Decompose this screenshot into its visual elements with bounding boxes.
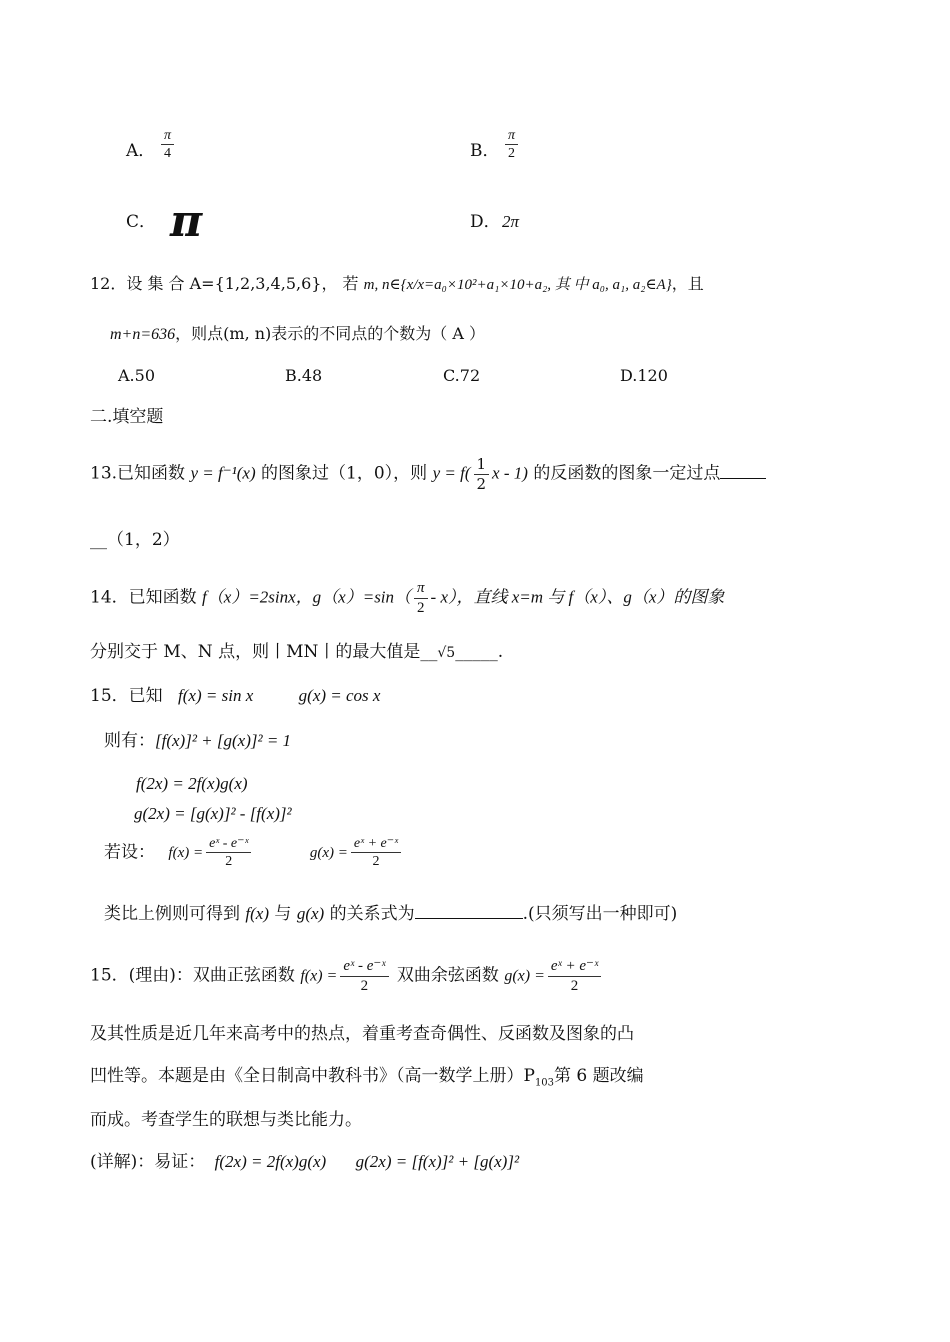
q15-g: g(x) = cos x bbox=[298, 686, 381, 705]
q15-gx-lhs: g(x) = bbox=[309, 845, 348, 862]
reason-g-lhs: g(x) = bbox=[504, 967, 545, 985]
frac-num: eˣ + e⁻ˣ bbox=[351, 836, 401, 853]
answer-blank bbox=[415, 904, 523, 919]
q15-suppose-line bbox=[104, 836, 404, 870]
q13-prefix: 13.已知函数 bbox=[90, 463, 186, 484]
frac-num: eˣ + e⁻ˣ bbox=[548, 958, 601, 977]
q13-line1 bbox=[90, 456, 766, 492]
q12-option-b: B.48 bbox=[285, 366, 323, 385]
q12-line2 bbox=[110, 324, 485, 344]
q15-analog-b: 的关系式为 bbox=[329, 904, 415, 924]
reason-line4: 而成。考查学生的联想与类比能力。 bbox=[90, 1110, 362, 1130]
q15-analog-line bbox=[104, 904, 677, 924]
option-a-fraction bbox=[158, 128, 177, 162]
q15-then: 则有： bbox=[104, 731, 155, 751]
q15-analog-g: g(x) bbox=[296, 904, 325, 923]
q12-line2-text: ，则点(m, n)表示的不同点的个数为（ A ） bbox=[175, 324, 486, 343]
q13-frac bbox=[474, 456, 490, 492]
q15-fx-frac bbox=[206, 836, 251, 870]
option-b-fraction bbox=[502, 128, 521, 162]
detail-eq2: g(2x) = [f(x)]² + [g(x)]² bbox=[355, 1152, 520, 1171]
reason-f-lhs: f(x) = bbox=[300, 967, 338, 985]
q12-line1 bbox=[90, 274, 704, 294]
q13-tail: 的反函数的图象一定过点 bbox=[533, 463, 721, 484]
q12-line2-math: m+n=636 bbox=[110, 326, 176, 343]
answer-blank bbox=[720, 464, 766, 479]
q13-f1: y = f⁻¹(x) bbox=[190, 463, 256, 483]
q14-line1 bbox=[90, 580, 724, 616]
q14-frac bbox=[414, 580, 428, 616]
q15-eq1: [f(x)]² + [g(x)]² = 1 bbox=[155, 731, 292, 750]
frac-num: eˣ - e⁻ˣ bbox=[206, 836, 251, 853]
q14-line1-b: f（x）=2sinx，g（x）=sin（ bbox=[202, 587, 412, 607]
q12-line1-tail: ，且 bbox=[671, 274, 704, 293]
option-d-value: 2π bbox=[502, 212, 520, 231]
q12-option-d: D.120 bbox=[620, 366, 668, 385]
q15-head bbox=[90, 686, 380, 706]
q14-line2-b: _____. bbox=[455, 642, 504, 662]
reason-g-frac bbox=[548, 958, 601, 994]
frac-den: 2 bbox=[360, 977, 369, 994]
q15-analog-mid: 与 bbox=[274, 904, 292, 924]
q13-f2-pre: y = f( bbox=[432, 463, 471, 483]
q15-eq3: g(2x) = [g(x)]² - [f(x)]² bbox=[134, 804, 292, 823]
frac-num: 1 bbox=[474, 456, 490, 475]
reason-line2: 及其性质是近几年来高考中的热点，着重考查奇偶性、反函数及图象的凸 bbox=[90, 1024, 634, 1044]
q15-eq1-line bbox=[104, 731, 291, 751]
option-c-label: C． bbox=[126, 212, 157, 232]
q13-f2-post: x - 1) bbox=[492, 463, 528, 483]
q15-f: f(x) = sin x bbox=[178, 686, 254, 705]
frac-den: 2 bbox=[508, 146, 515, 162]
q15-eq2: f(2x) = 2f(x)g(x) bbox=[136, 774, 248, 793]
detail-line bbox=[90, 1152, 519, 1172]
q14-line1-a: 14．已知函数 bbox=[90, 587, 197, 608]
q15-suppose: 若设： bbox=[104, 842, 155, 863]
q12-option-a: A.50 bbox=[118, 366, 155, 385]
option-d-label: D． bbox=[470, 212, 501, 232]
reason-line3-b: 第 6 题改编 bbox=[554, 1066, 644, 1086]
frac-num: eˣ - e⁻ˣ bbox=[340, 958, 388, 977]
reason-head: 15．(理由)：双曲正弦函数 bbox=[90, 965, 295, 986]
frac-den: 2 bbox=[570, 977, 579, 994]
q15-gx-frac bbox=[351, 836, 401, 870]
q14-line2 bbox=[90, 642, 503, 662]
q14-line2-a: 分别交于 M、N 点，则丨MN丨的最大值是__ bbox=[90, 642, 438, 662]
frac-den: 2 bbox=[476, 474, 487, 493]
q15-fx-lhs: f(x) = bbox=[168, 845, 204, 862]
reason-mid: 双曲余弦函数 bbox=[396, 965, 499, 986]
q13-answer: __（1，2） bbox=[90, 530, 180, 550]
frac-num: π bbox=[161, 128, 174, 145]
section-title: 二.填空题 bbox=[90, 407, 164, 427]
q13-mid: 的图象过（1，0），则 bbox=[261, 463, 428, 484]
reason-line3 bbox=[90, 1066, 644, 1089]
option-b-label: B． bbox=[470, 141, 500, 161]
reason-f-frac bbox=[340, 958, 388, 994]
frac-den: 2 bbox=[225, 854, 233, 870]
q14-answer: √5 bbox=[437, 645, 456, 661]
q15-analog-a: 类比上例则可得到 bbox=[104, 904, 240, 924]
frac-den: 2 bbox=[417, 599, 425, 616]
q12-option-c: C.72 bbox=[443, 366, 481, 385]
frac-den: 2 bbox=[372, 854, 380, 870]
option-a-label: A． bbox=[126, 141, 156, 161]
q15-analog-f: f(x) bbox=[245, 904, 269, 923]
q12-line1-math: m, n∈{x/x=a₀×10²+a₁×10+a₂, 其 中 a₀, a₁, a₂∈A} bbox=[363, 277, 672, 293]
q14-line1-c: - x），直线 x=m 与 f（x）、g（x）的图象 bbox=[430, 587, 725, 607]
frac-num: π bbox=[505, 128, 518, 145]
reason-head-line bbox=[90, 958, 604, 994]
frac-den: 4 bbox=[164, 146, 171, 162]
detail-head: (详解)：易证： bbox=[90, 1152, 206, 1172]
detail-eq1: f(2x) = 2f(x)g(x) bbox=[214, 1152, 327, 1171]
reason-line3-a: 凹性等。本题是由《全日制高中教科书》（高一数学上册）P bbox=[90, 1066, 535, 1086]
q15-analog-c: .(只须写出一种即可) bbox=[522, 904, 678, 924]
reason-line3-sub: 103 bbox=[534, 1077, 555, 1089]
q15-head-text: 15．已知 bbox=[90, 686, 163, 706]
frac-num: π bbox=[414, 580, 428, 599]
option-c-pi: π bbox=[170, 196, 203, 247]
q12-line1-a: 12．设 集 合 A={1,2,3,4,5,6}， 若 bbox=[90, 274, 359, 293]
